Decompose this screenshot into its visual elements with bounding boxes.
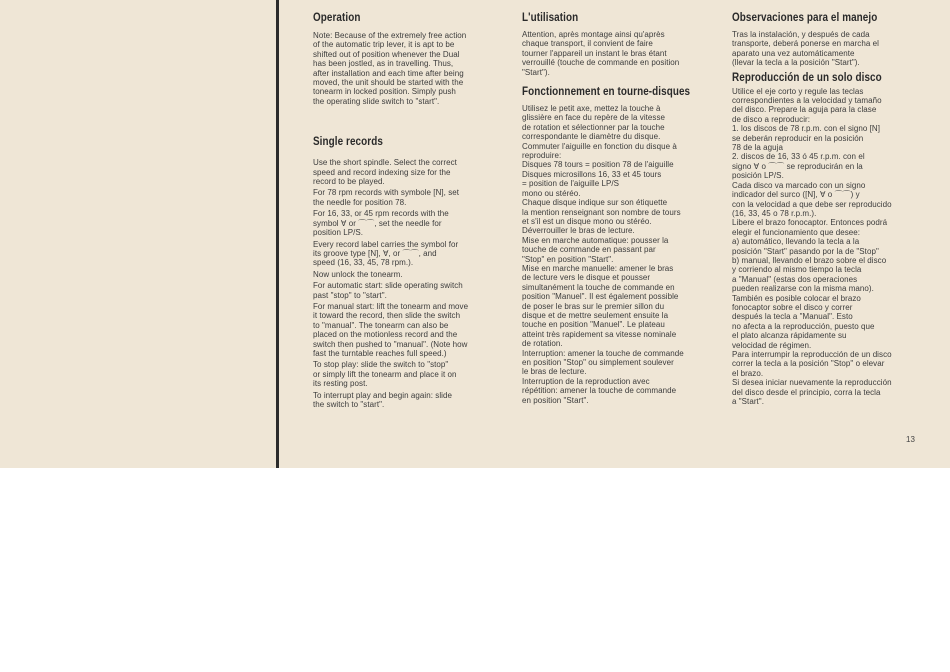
text-line: signo ∀ o ⌒⌒ se reproducirán en la xyxy=(732,161,863,171)
text-line: de lecture vers le disque et pousser xyxy=(522,273,651,283)
text-line: correspondientes a la velocidad y tamaño xyxy=(732,96,882,106)
text-line: Now unlock the tonearm. xyxy=(313,269,403,279)
text-line: con la velocidad a que debe ser reproducido xyxy=(732,199,892,209)
text-line: To stop play: slide the switch to "stop" xyxy=(313,360,449,370)
text-line: pueden realizarse con la misma mano). xyxy=(732,284,874,294)
text-line: the needle for position 78. xyxy=(313,197,407,207)
text-line: (16, 33, 45 o 78 r.p.m.). xyxy=(732,208,817,218)
text-line: (llevar la tecla a la posición "Start"). xyxy=(732,58,860,68)
text-line: aparato una vez automáticamente xyxy=(732,48,855,58)
text-line: Mise en marche automatique: pousser la xyxy=(522,235,669,245)
page-binding-edge xyxy=(276,0,279,468)
text-line: del disco desde el principio, corra la tecla xyxy=(732,387,881,397)
paragraph xyxy=(313,281,505,300)
text-line: past "stop" to "start". xyxy=(313,290,387,300)
text-line: For manual start: lift the tonearm and move xyxy=(313,301,469,311)
paragraph xyxy=(313,209,505,237)
utilisation-heading: L'utilisation xyxy=(522,12,579,24)
paragraph xyxy=(313,240,505,268)
text-line: shifted out of position whenever the Dual xyxy=(313,49,460,59)
text-line: Attention, après montage ainsi qu'après xyxy=(522,30,665,39)
text-line: disque et de mettre seulement ensuite la xyxy=(522,310,669,320)
text-line: posición LP/S. xyxy=(732,171,784,181)
paragraph xyxy=(313,270,505,279)
text-line: reproduire: xyxy=(522,151,562,161)
text-line: 2. discos de 16, 33 ó 45 r.p.m. con el xyxy=(732,152,865,162)
text-line: de poser le bras sur le premier sillon du xyxy=(522,301,665,311)
text-line: its groove type [N], ∀, or ⌒⌒, and xyxy=(313,248,437,258)
text-line: Tras la instalación, y después de cada xyxy=(732,30,870,39)
fonctionnement-text xyxy=(522,104,713,405)
text-line: touche en position "Manuel". Le plateau xyxy=(522,320,665,330)
text-line: atteint très rapidement sa vitesse nominale xyxy=(522,329,677,339)
text-line: the switch to "start". xyxy=(313,400,385,409)
text-line: después la tecla a "Manual". Esto xyxy=(732,312,853,322)
text-line: placed on the motionless record and the xyxy=(313,330,458,340)
single-records-heading: Single records xyxy=(313,136,383,149)
text-line: For 16, 33, or 45 rpm records with the xyxy=(313,209,449,219)
text-line: 78 de la aguja xyxy=(732,143,783,153)
text-line: Use the short spindle. Select the correct xyxy=(313,158,457,168)
text-line: moved, the unit should be started with the xyxy=(313,78,464,88)
text-line: no afecta a la reproducción, puesto que xyxy=(732,321,875,331)
paragraph xyxy=(313,188,505,207)
operation-text xyxy=(313,31,505,106)
text-line: "Start"). xyxy=(522,67,550,77)
text-line: Déverrouiller le bras de lecture. xyxy=(522,226,635,236)
text-line: To interrupt play and begin again: slide xyxy=(313,390,452,400)
text-line: velocidad de régimen. xyxy=(732,340,812,350)
text-line: For 78 rpm records with symbole [N], set xyxy=(313,188,460,198)
text-line: de rotation. xyxy=(522,339,563,349)
text-line: fast the turntable reaches full speed.) xyxy=(313,348,447,358)
reproduccion-heading: Reproducción de un solo disco xyxy=(732,71,882,84)
text-line: position LP/S. xyxy=(313,228,364,238)
text-line: del disco. Prepare la aguja para la clase xyxy=(732,105,877,115)
text-line: a "Start". xyxy=(732,397,764,407)
text-line: transporte, deberá ponerse en marcha el xyxy=(732,39,879,49)
text-line: For automatic start: slide operating switch xyxy=(313,281,463,291)
spanish-column xyxy=(732,12,922,406)
text-line: répétition: amener la touche de commande xyxy=(522,386,677,396)
text-line: has been jostled, as in travelling. Thus, xyxy=(313,59,454,69)
text-line: after installation and each time after being xyxy=(313,68,464,78)
text-line: le bras de lecture. xyxy=(522,367,587,377)
text-line: a "Manual" (estas dos operaciones xyxy=(732,274,858,284)
english-column xyxy=(313,12,505,409)
text-line: y corriendo al mismo tiempo la tecla xyxy=(732,265,862,275)
text-line: Para interrumpir la reproducción de un disco xyxy=(732,350,892,359)
text-line: Disques microsillons 16, 33 et 45 tours xyxy=(522,169,662,179)
text-line: Chaque disque indique sur son étiquette xyxy=(522,198,668,208)
text-line: posición "Start" pasando por la de "Stop" xyxy=(732,246,879,256)
text-line: se deberán reproducir en la posición xyxy=(732,133,864,143)
text-line: it toward the record, then slide the switch xyxy=(313,311,461,321)
paragraph xyxy=(313,391,505,410)
text-line: Si desea iniciar nuevamente la reproducción xyxy=(732,378,892,388)
text-line: Utilice el eje corto y regule las teclas xyxy=(732,86,864,96)
text-line: a) automático, llevando la tecla a la xyxy=(732,237,860,247)
observaciones-heading: Observaciones para el manejo xyxy=(732,12,878,24)
text-line: of the automatic trip lever, it is apt to be xyxy=(313,40,455,50)
text-line: simultanément la touche de commande en xyxy=(522,282,675,292)
text-line: or simply lift the tonearm and place it on xyxy=(313,369,457,379)
text-line: tonearm in locked position. Simply push xyxy=(313,87,456,97)
text-line: position "Manuel". Il est également possible xyxy=(522,292,679,302)
text-line: mono ou stéréo. xyxy=(522,188,581,198)
text-line: speed and record indexing size for the xyxy=(313,167,451,177)
text-line: symbol ∀ or ⌒⌒, set the needle for xyxy=(313,218,442,228)
text-line: Commuter l'aiguille en fonction du disque à xyxy=(522,141,677,151)
text-line: 1. los discos de 78 r.p.m. con el signo [N] xyxy=(732,124,881,134)
blank-scan-area xyxy=(0,468,950,672)
text-line: correr la tecla a la posición "Stop" o elevar xyxy=(732,359,885,369)
text-line: elegir el funcionamiento que desee: xyxy=(732,227,861,237)
text-line: the operating slide switch to "start". xyxy=(313,96,440,106)
text-line: fonocaptor sobre el disco y correr xyxy=(732,302,853,312)
text-line: Interruption: amener la touche de commande xyxy=(522,348,684,358)
text-line: record to be played. xyxy=(313,177,385,187)
text-line: en position "Start". xyxy=(522,395,589,405)
text-line: Every record label carries the symbol for xyxy=(313,239,459,249)
text-line: correspondante le diamètre du disque. xyxy=(522,132,661,142)
paragraph xyxy=(313,158,505,186)
text-line: Interruption de la reproduction avec xyxy=(522,376,650,386)
paragraph xyxy=(313,302,505,358)
text-line: en position "Stop" ou simplement soulever xyxy=(522,358,674,367)
text-line: Disques 78 tours = position 78 de l'aiguille xyxy=(522,160,674,170)
text-line: b) manual, llevando el brazo sobre el disco xyxy=(732,255,887,265)
text-line: speed (16, 33, 45, 78 rpm.). xyxy=(313,258,414,268)
text-line: También es posible colocar el brazo xyxy=(732,293,861,303)
fonctionnement-heading: Fonctionnement en tourne-disques xyxy=(522,86,691,99)
paragraph xyxy=(313,360,505,388)
text-line: tourner l'appareil un instant le bras étant xyxy=(522,48,667,58)
utilisation-text xyxy=(522,30,713,77)
reproduccion-text xyxy=(732,87,922,407)
text-line: = position de l'aiguille LP/S xyxy=(522,179,620,189)
text-line: el plato alcanza rápidamente su xyxy=(732,331,847,341)
text-line: el brazo. xyxy=(732,368,764,378)
text-line: verrouillé (touche de commande en position xyxy=(522,58,680,68)
text-line: Utilisez le petit axe, mettez la touche à xyxy=(522,104,661,114)
text-line: chaque transport, il convient de faire xyxy=(522,39,653,49)
text-line: Libere el brazo fonocaptor. Entonces podrá xyxy=(732,218,888,228)
operation-heading: Operation xyxy=(313,12,361,24)
text-line: et s'il est un disque mono ou stéréo. xyxy=(522,216,652,226)
text-line: indicador del surco ([N], ∀ o ⌒⌒) y xyxy=(732,190,860,200)
text-line: touche de commande en passant par xyxy=(522,245,656,255)
text-line: glissière en face du repère de la vitesse xyxy=(522,113,666,123)
text-line: de disco a reproducir: xyxy=(732,114,811,124)
text-line: de rotation et sélectionner par la touche xyxy=(522,122,665,132)
text-line: Note: Because of the extremely free action xyxy=(313,31,467,40)
text-line: switch then pushed to "manual". (Note how xyxy=(313,339,468,349)
observaciones-text xyxy=(732,30,922,68)
french-column xyxy=(522,12,713,405)
text-line: to "manual". The tonearm can also be xyxy=(313,320,449,330)
text-line: la mention renseignant son nombre de tours xyxy=(522,207,681,217)
page-number: 13 xyxy=(906,435,915,444)
text-line: "Stop" en position "Start". xyxy=(522,254,614,264)
text-line: its resting post. xyxy=(313,379,368,389)
text-line: Mise en marche manuelle: amener le bras xyxy=(522,263,674,273)
text-line: Cada disco va marcado con un signo xyxy=(732,180,866,190)
single-records-text xyxy=(313,158,505,409)
